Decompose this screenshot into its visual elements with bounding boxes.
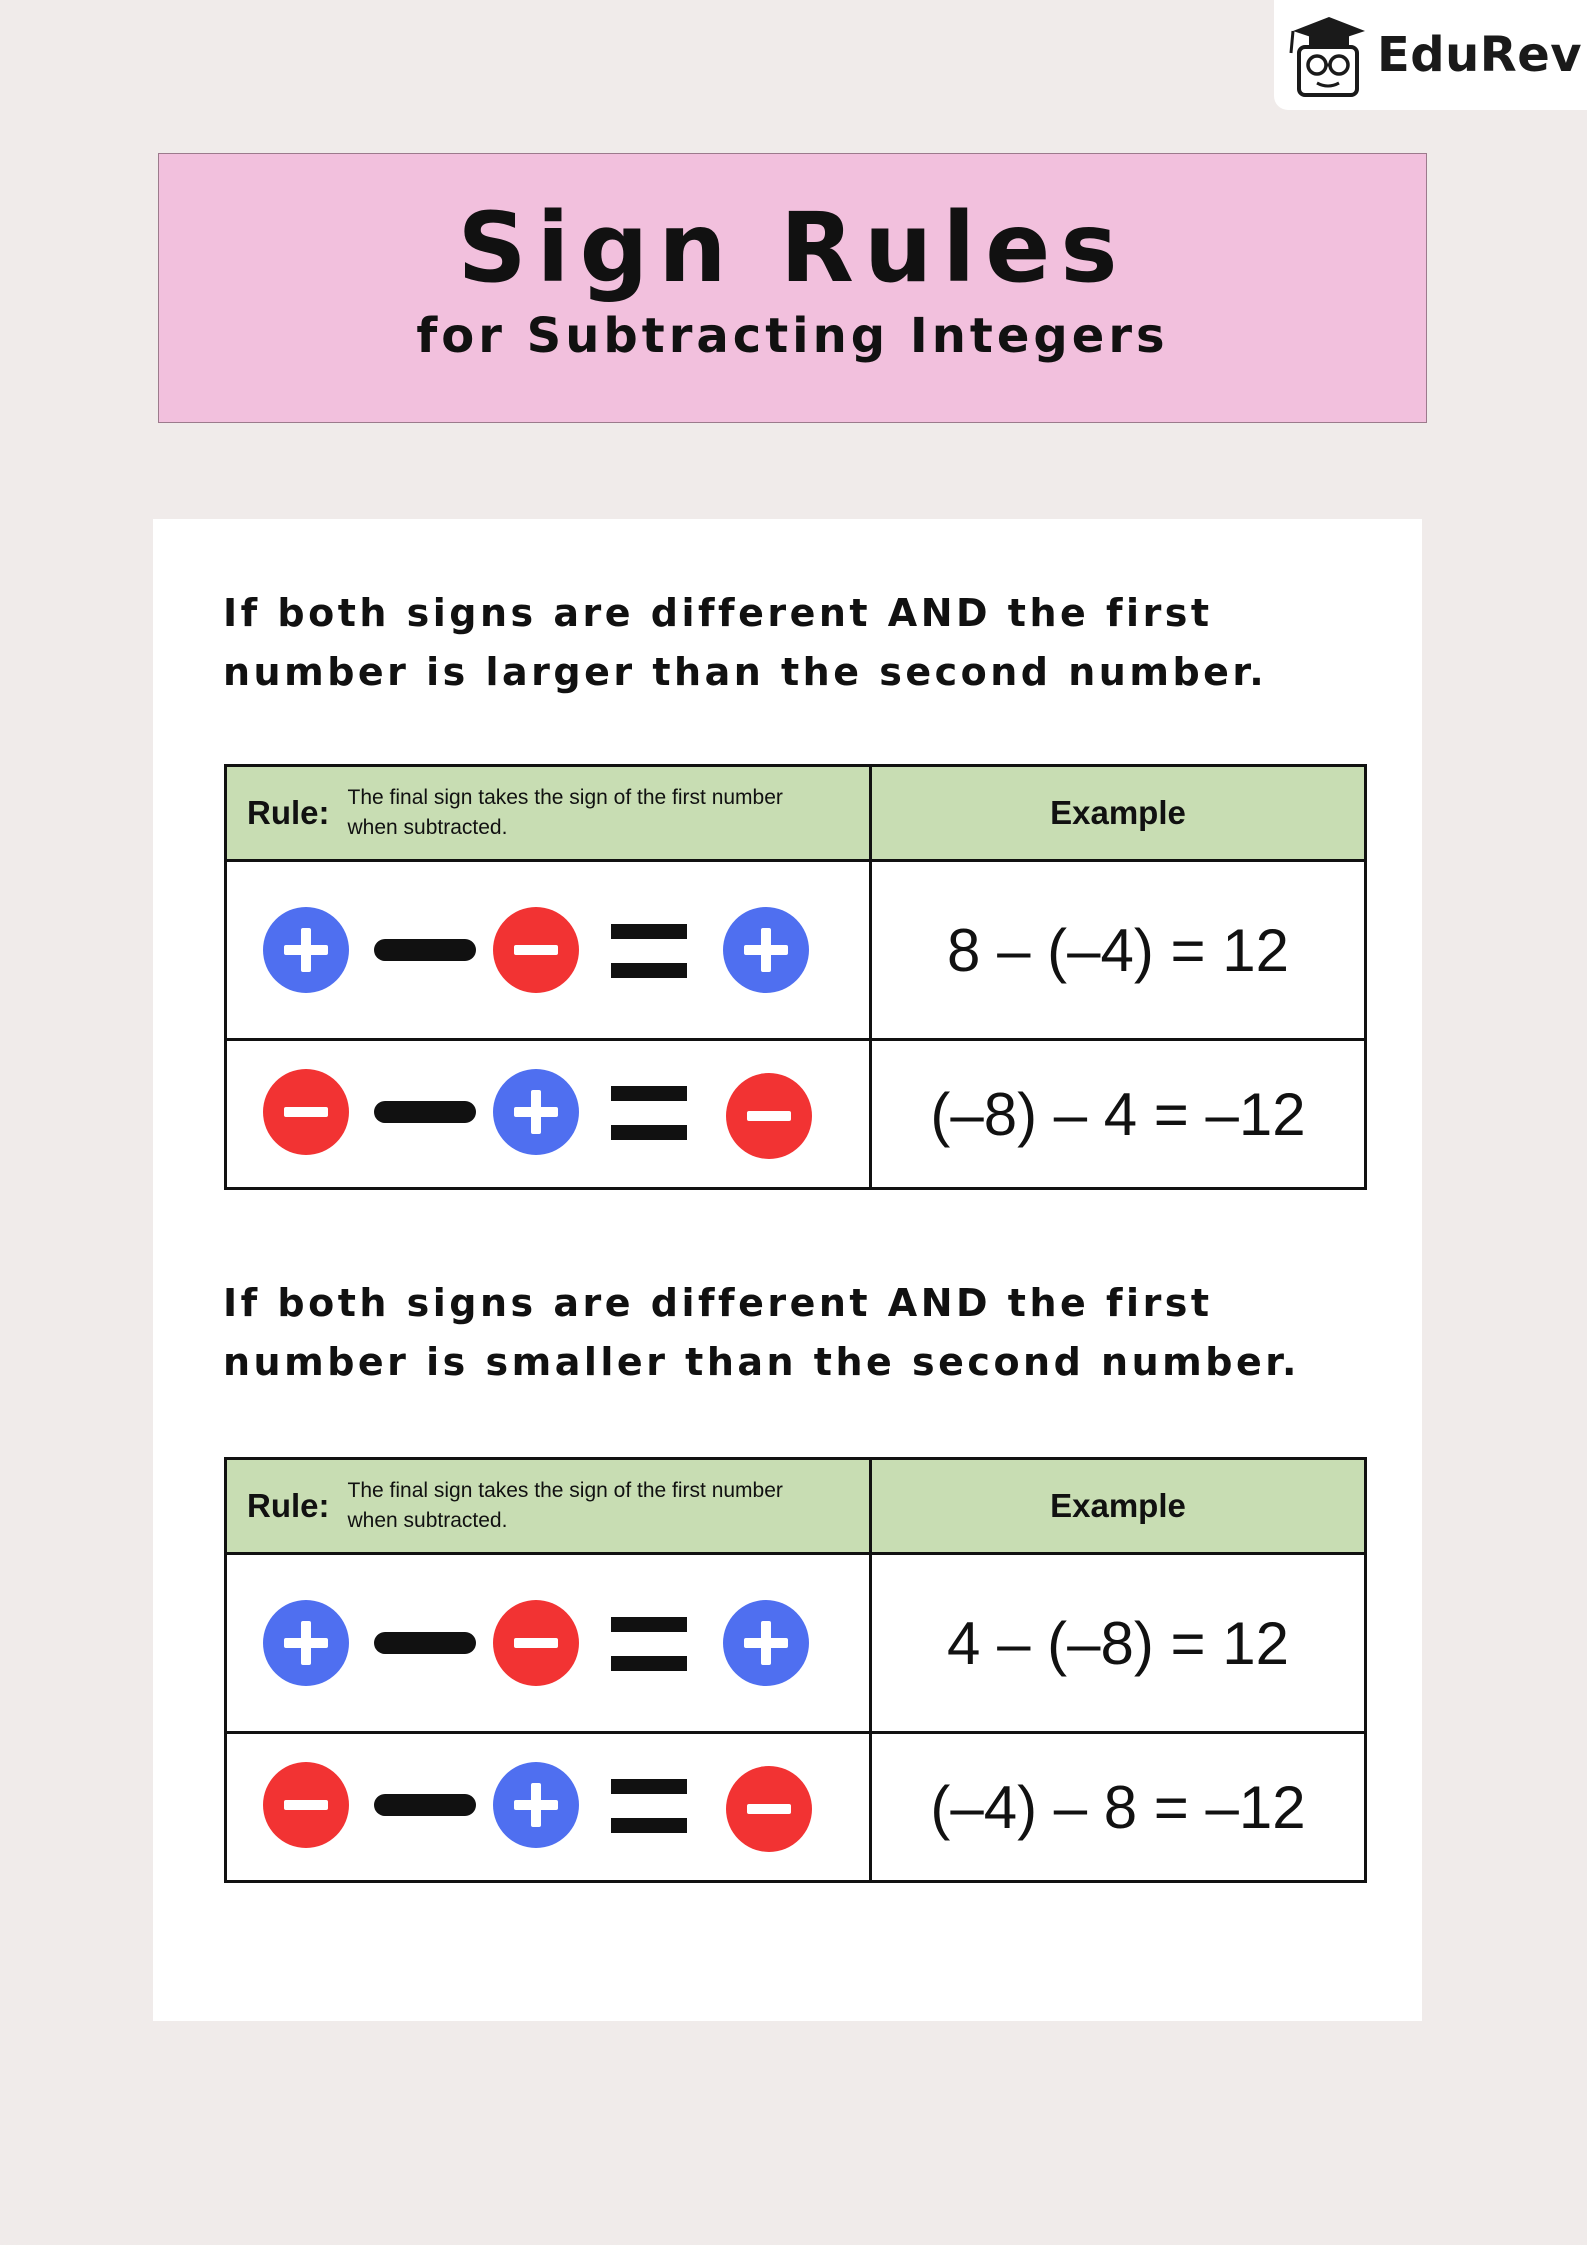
- subtraction-operator-icon: [374, 939, 476, 961]
- minus-circle-icon: [726, 1766, 812, 1852]
- section-heading-line: number is larger than the second number.: [223, 650, 1268, 694]
- rule-description-line: when subtracted.: [347, 1509, 508, 1532]
- sign-cell: [226, 1040, 871, 1189]
- minus-circle-icon: [263, 1762, 349, 1848]
- example-header: Example: [871, 1459, 1366, 1554]
- rule-description: [348, 1476, 868, 1536]
- minus-circle-icon: [726, 1073, 812, 1159]
- minus-circle-icon: [493, 907, 579, 993]
- example-cell: (–8) – 4 = –12: [871, 1040, 1366, 1189]
- plus-circle-icon: [263, 1600, 349, 1686]
- rules-table: [224, 1457, 1367, 1883]
- table-row: [226, 861, 1366, 1040]
- rule-description: [348, 783, 868, 843]
- equals-icon: [611, 1086, 687, 1140]
- section-heading-line: If both signs are different AND the first: [223, 1281, 1213, 1325]
- example-cell: 4 – (–8) = 12: [871, 1554, 1366, 1733]
- sign-equation: [227, 1555, 869, 1731]
- rule-label: Rule:: [247, 1487, 330, 1524]
- subtraction-operator-icon: [374, 1101, 476, 1123]
- minus-circle-icon: [263, 1069, 349, 1155]
- content-card: [153, 519, 1422, 2021]
- equals-icon: [611, 924, 687, 978]
- plus-circle-icon: [493, 1069, 579, 1155]
- table-header-row: [226, 766, 1366, 861]
- table-header-row: [226, 1459, 1366, 1554]
- rule-description-line: The final sign takes the sign of the first number: [347, 1479, 783, 1502]
- subtraction-operator-icon: [374, 1794, 476, 1816]
- rules-table: [224, 764, 1367, 1190]
- sign-cell: [226, 861, 871, 1040]
- edurev-logo[interactable]: [1274, 0, 1587, 110]
- table-row: [226, 1040, 1366, 1189]
- equals-icon: [611, 1779, 687, 1833]
- plus-circle-icon: [723, 1600, 809, 1686]
- subtraction-operator-icon: [374, 1632, 476, 1654]
- sign-equation: [227, 862, 869, 1038]
- page-title: Sign Rules: [457, 192, 1128, 304]
- brand-name: EduRev: [1376, 27, 1583, 83]
- plus-circle-icon: [263, 907, 349, 993]
- minus-circle-icon: [493, 1600, 579, 1686]
- example-cell: 8 – (–4) = 12: [871, 861, 1366, 1040]
- rule-header-cell: [226, 1459, 871, 1554]
- sign-equation: [227, 1041, 869, 1187]
- plus-circle-icon: [493, 1762, 579, 1848]
- section-heading-line: number is smaller than the second number.: [223, 1340, 1300, 1384]
- example-header: Example: [871, 766, 1366, 861]
- table-row: [226, 1733, 1366, 1882]
- page-subtitle: for Subtracting Integers: [416, 307, 1169, 364]
- sign-equation: [227, 1734, 869, 1880]
- section-heading-line: If both signs are different AND the first: [223, 591, 1213, 635]
- plus-circle-icon: [723, 907, 809, 993]
- rule-description-line: The final sign takes the sign of the first number: [347, 786, 783, 809]
- table-row: [226, 1554, 1366, 1733]
- section-heading: [223, 1274, 1373, 1392]
- sign-cell: [226, 1554, 871, 1733]
- example-cell: (–4) – 8 = –12: [871, 1733, 1366, 1882]
- equals-icon: [611, 1617, 687, 1671]
- section-heading: [223, 584, 1373, 702]
- rule-description-line: when subtracted.: [347, 816, 508, 839]
- graduation-mascot-icon: [1279, 9, 1371, 101]
- sign-cell: [226, 1733, 871, 1882]
- title-banner: [158, 153, 1427, 423]
- rule-header-cell: [226, 766, 871, 861]
- rule-label: Rule:: [247, 794, 330, 831]
